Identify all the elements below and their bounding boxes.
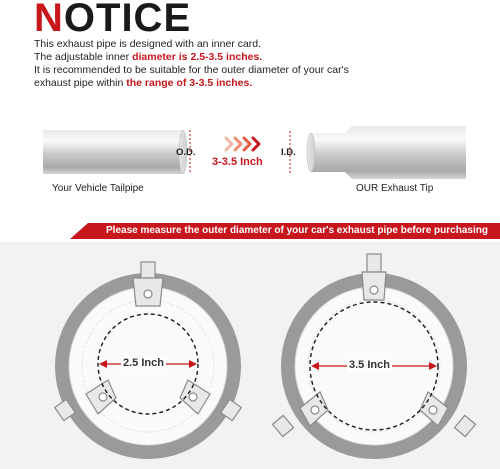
notice-title-first-letter: N [34,0,64,40]
description-line-3: It is recommended to be suitable for the outer diameter of your car's [34,64,349,76]
banner-accent [70,223,88,239]
right-clamp [272,254,475,452]
measure-banner-text: Please measure the outer diameter of your car's exhaust pipe before purchasing [106,225,488,236]
description [34,38,474,90]
description-line-4 [34,77,474,90]
clamp-illustrations [0,242,500,469]
description-line-2 [34,51,474,64]
od-label: O.D. [176,147,196,158]
range-label: 3-3.5 Inch [212,156,263,168]
arrow-chevrons-icon [226,138,259,150]
description-line-2-text: The adjustable inner [34,51,133,63]
id-label: I.D. [281,147,296,158]
diameter-highlight: diameter is 2.5-3.5 inches. [132,51,263,63]
exhaust-tip-caption: OUR Exhaust Tip [356,183,434,194]
notice-title [34,0,191,40]
right-top-bracket [362,254,386,300]
description-line-1: This exhaust pipe is designed with an inner card. [34,38,262,50]
range-highlight: the range of 3-3.5 inches. [126,77,253,89]
left-diameter-label: 2.5 Inch [123,357,164,369]
exhaust-tip [307,126,466,179]
notice-title-rest: OTICE [63,0,192,40]
right-diameter-label: 3.5 Inch [349,359,390,371]
description-line-4-text: exhaust pipe within [34,77,127,89]
left-top-bracket [133,262,163,306]
vehicle-tailpipe-caption: Your Vehicle Tailpipe [52,183,144,194]
measure-banner [88,223,500,239]
vehicle-tailpipe [43,130,187,174]
